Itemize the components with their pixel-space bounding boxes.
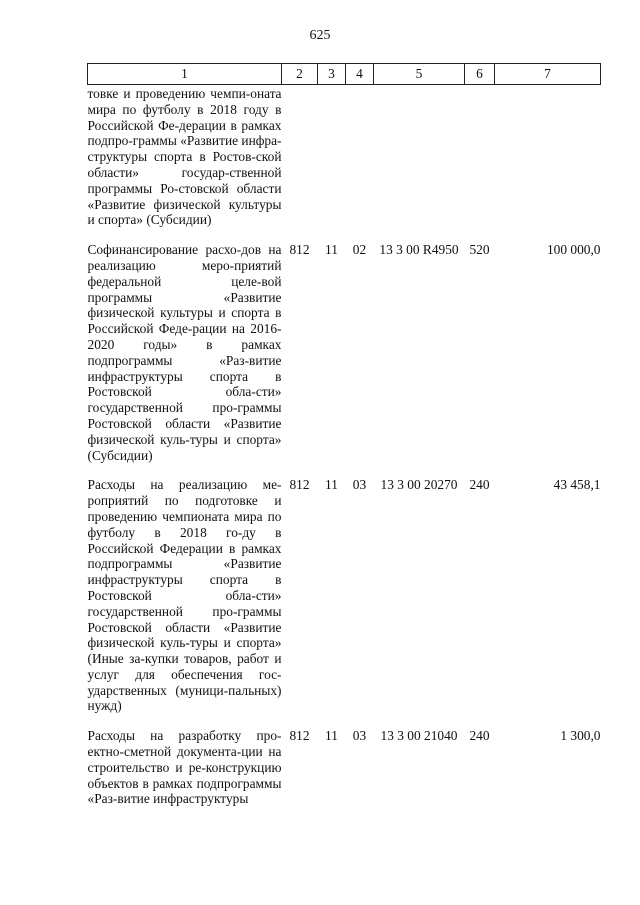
header-col-2: 2 bbox=[282, 64, 318, 85]
row-subsection-code: 03 bbox=[352, 477, 367, 493]
row-amount: 100 000,0 bbox=[546, 242, 601, 258]
row-subsection-code: 03 bbox=[352, 728, 367, 744]
row-amount: 43 458,1 bbox=[553, 477, 601, 493]
row-amount: 1 300,0 bbox=[560, 728, 601, 744]
row-amount bbox=[495, 85, 601, 243]
row-subsection-code: 02 bbox=[352, 242, 367, 258]
row-description: Расходы на разработку про-ектно-сметной документа-ции на строительство и ре-конструкцию объектов в рамках подпрограммы «Раз-витие инфраструктуры bbox=[87, 728, 282, 807]
row-expense-type bbox=[465, 85, 495, 243]
row-target-article: 13 3 00 20270 bbox=[380, 477, 458, 493]
row-expense-type: 240 bbox=[469, 728, 490, 744]
header-col-1: 1 bbox=[88, 64, 282, 85]
row-description: Софинансирование расхо-дов на реализацию меро-приятий федеральной целе-вой программы «Развитие физической культуры и спорта в Российской Феде-рации на 2016-2020 годы» в рамках подпрограммы «Раз-витие инфраструктуры спорта в Ростовской обла-сти» государственной про-граммы Ростовской области «Развитие физической куль-туры и спорта» (Субсидии) bbox=[87, 242, 282, 463]
header-col-4: 4 bbox=[346, 64, 374, 85]
budget-table bbox=[87, 63, 601, 821]
row-target-article bbox=[374, 85, 465, 243]
row-section-code bbox=[318, 85, 346, 243]
row-section-code: 11 bbox=[325, 728, 338, 744]
page-number: 625 bbox=[309, 28, 331, 43]
header-col-7: 7 bbox=[495, 64, 601, 85]
row-subsection-code bbox=[346, 85, 374, 243]
row-ministry-code: 812 bbox=[289, 477, 310, 493]
row-ministry-code: 812 bbox=[289, 242, 310, 258]
header-col-6: 6 bbox=[465, 64, 495, 85]
table-header bbox=[88, 64, 601, 85]
row-target-article: 13 3 00 R4950 bbox=[379, 242, 459, 258]
row-target-article: 13 3 00 21040 bbox=[380, 728, 458, 744]
row-ministry-code bbox=[282, 85, 318, 243]
table-row bbox=[88, 242, 601, 477]
header-col-3: 3 bbox=[318, 64, 346, 85]
row-description: товке и проведению чемпи-онатa мира по футболу в 2018 году в Российской Фе-дерации в рамках подпро-граммы «Развитие инфра-структуры спорта в Ростов-ской области» государ-ственной программы Ро-стовской области «Развитие физической культуры и спорта» (Субсидии) bbox=[87, 86, 282, 228]
row-section-code: 11 bbox=[325, 242, 338, 258]
table-row bbox=[88, 85, 601, 243]
header-col-5: 5 bbox=[374, 64, 465, 85]
table-row bbox=[88, 477, 601, 728]
row-section-code: 11 bbox=[325, 477, 338, 493]
header-row bbox=[88, 64, 601, 85]
row-description: Расходы на реализацию ме-роприятий по подготовке и проведению чемпионата мира по футболу в 2018 го-ду в Российской Федерации в рамках подпрограммы «Развитие инфраструктуры спорта в Ростовской обла-сти» государственной про-граммы Ростовской области «Развитие физической куль-туры и спорта» (Иные за-купки товаров, работ и услуг для обеспечения гос-ударственных (муници-пальных) нужд) bbox=[87, 477, 282, 714]
row-expense-type: 520 bbox=[469, 242, 490, 258]
table-body bbox=[88, 85, 601, 822]
table-row bbox=[88, 728, 601, 821]
row-expense-type: 240 bbox=[469, 477, 490, 493]
row-ministry-code: 812 bbox=[289, 728, 310, 744]
